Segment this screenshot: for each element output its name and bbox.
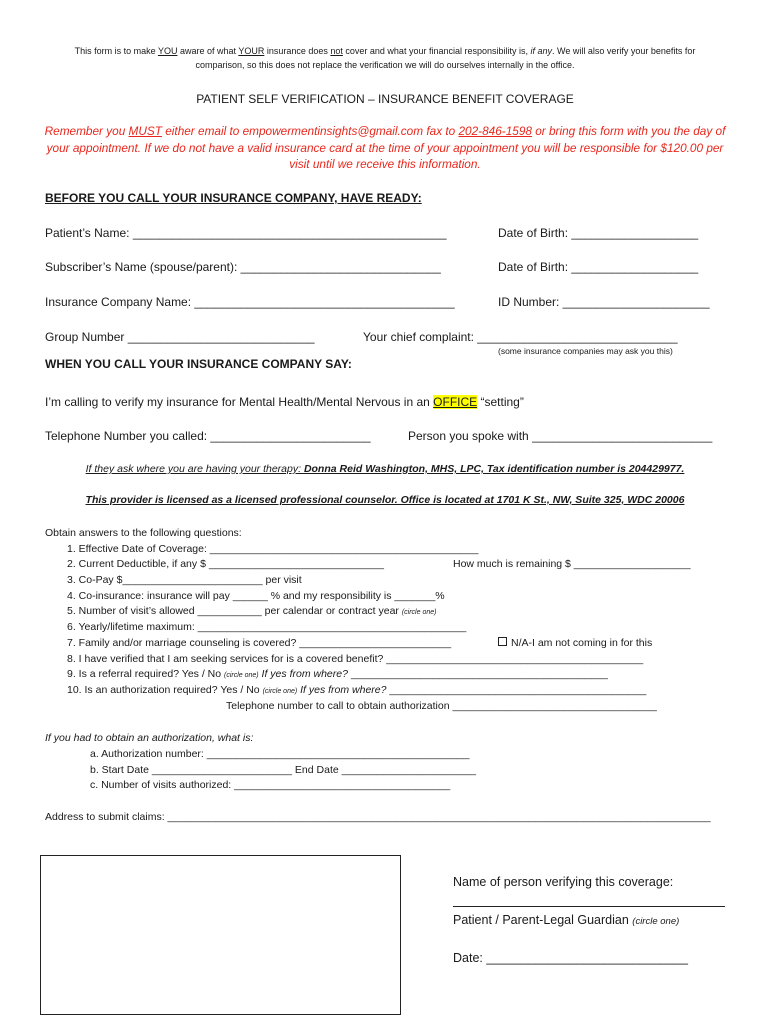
checkbox-icon[interactable]: [498, 637, 507, 646]
q8-covered-benefit[interactable]: 8. I have verified that I am seeking services for is a covered benefit? ____________________________________________: [67, 653, 644, 665]
intro-line-1: This form is to make YOU aware of what YOUR insurance does not cover and what your financial responsibility is, if any. We will also verify your benefits for: [74, 46, 696, 56]
person-spoke-field[interactable]: Person you spoke with ___________________________: [408, 429, 713, 443]
verifier-name-line[interactable]: [453, 906, 725, 907]
q1-effective-date[interactable]: 1. Effective Date of Coverage: ______________________________________________: [67, 543, 479, 555]
q5-visits-allowed[interactable]: 5. Number of visit’s allowed ___________ per calendar or contract year (circle one): [67, 605, 437, 617]
verify-date-field[interactable]: Date: _____________________________: [453, 951, 688, 965]
q2-remaining[interactable]: How much is remaining $ ____________________: [453, 558, 691, 570]
auth-header: If you had to obtain an authorization, what is:: [45, 732, 254, 744]
intro-line-2: comparison, so this does not replace the verification we will do ourselves internally in the office.: [195, 60, 575, 70]
verifier-name-label: Name of person verifying this coverage:: [453, 875, 674, 889]
id-number-field[interactable]: ID Number: ______________________: [498, 295, 710, 309]
q3-copay[interactable]: 3. Co-Pay $________________________ per visit: [67, 574, 302, 586]
q2-deductible[interactable]: 2. Current Deductible, if any $ ______________________________: [67, 558, 385, 570]
q7-family-counseling[interactable]: 7. Family and/or marriage counseling is covered? __________________________: [67, 637, 452, 649]
notice-line-2: your appointment. If we do not have a valid insurance card at the time of your appointment you will be responsible for $120.00 per: [46, 141, 724, 155]
notice-line-3: visit until we receive this information.: [289, 157, 481, 171]
questions-header: Obtain answers to the following questions:: [45, 527, 242, 539]
complaint-note: (some insurance companies may ask you this): [498, 346, 673, 356]
calling-script: I’m calling to verify my insurance for Mental Health/Mental Nervous in an OFFICE “setting”: [45, 395, 524, 409]
page-title: PATIENT SELF VERIFICATION – INSURANCE BENEFIT COVERAGE: [196, 92, 574, 106]
auth-phone-field[interactable]: Telephone number to call to obtain authorization ___________________________________: [226, 700, 657, 712]
signature-box[interactable]: [40, 855, 401, 1015]
group-number-field[interactable]: Group Number ____________________________: [45, 330, 315, 344]
section-when-call: WHEN YOU CALL YOUR INSURANCE COMPANY SAY:: [45, 357, 352, 371]
phone-called-field[interactable]: Telephone Number you called: ________________________: [45, 429, 371, 443]
q9-referral[interactable]: 9. Is a referral required? Yes / No (circle one) If yes from where? ____________________________________________: [67, 668, 608, 680]
patient-name-field[interactable]: Patient’s Name: _______________________________________________: [45, 226, 447, 240]
auth-visits-field[interactable]: c. Number of visits authorized: _____________________________________: [90, 779, 451, 791]
insurance-company-field[interactable]: Insurance Company Name: _______________________________________: [45, 295, 455, 309]
q7-na-option[interactable]: N/A-I am not coming in for this: [498, 637, 652, 649]
auth-dates-field[interactable]: b. Start Date ________________________ End Date _______________________: [90, 764, 476, 776]
subscriber-name-field[interactable]: Subscriber’s Name (spouse/parent): ______________________________: [45, 260, 441, 274]
license-info: This provider is licensed as a licensed professional counselor. Office is located at 1701 K St., NW, Suite 325, WDC 20006: [85, 494, 685, 506]
chief-complaint-field[interactable]: Your chief complaint: ______________________________: [363, 330, 678, 344]
patient-guardian-choice[interactable]: Patient / Parent-Legal Guardian (circle one): [453, 913, 680, 927]
therapist-info: If they ask where you are having your therapy: Donna Reid Washington, MHS, LPC, Tax identification number is 204429977.: [85, 463, 685, 475]
section-before-call: BEFORE YOU CALL YOUR INSURANCE COMPANY, HAVE READY:: [45, 191, 422, 205]
auth-number-field[interactable]: a. Authorization number: _____________________________________________: [90, 748, 470, 760]
dob-field-2[interactable]: Date of Birth: ___________________: [498, 260, 699, 274]
dob-field-1[interactable]: Date of Birth: ___________________: [498, 226, 699, 240]
claims-address-field[interactable]: Address to submit claims: _____________________________________________________________________________________________: [45, 811, 711, 823]
q4-coinsurance[interactable]: 4. Co-insurance: insurance will pay ______ % and my responsibility is _______%: [67, 590, 445, 602]
notice-line-1: Remember you MUST either email to empowermentinsights@gmail.com fax to 202-846-1598 or bring this form with you the day of: [44, 124, 726, 138]
q6-yearly-max[interactable]: 6. Yearly/lifetime maximum: ______________________________________________: [67, 621, 467, 633]
q10-authorization[interactable]: 10. Is an authorization required? Yes / No (circle one) If yes from where? ____________________________________________: [67, 684, 647, 696]
